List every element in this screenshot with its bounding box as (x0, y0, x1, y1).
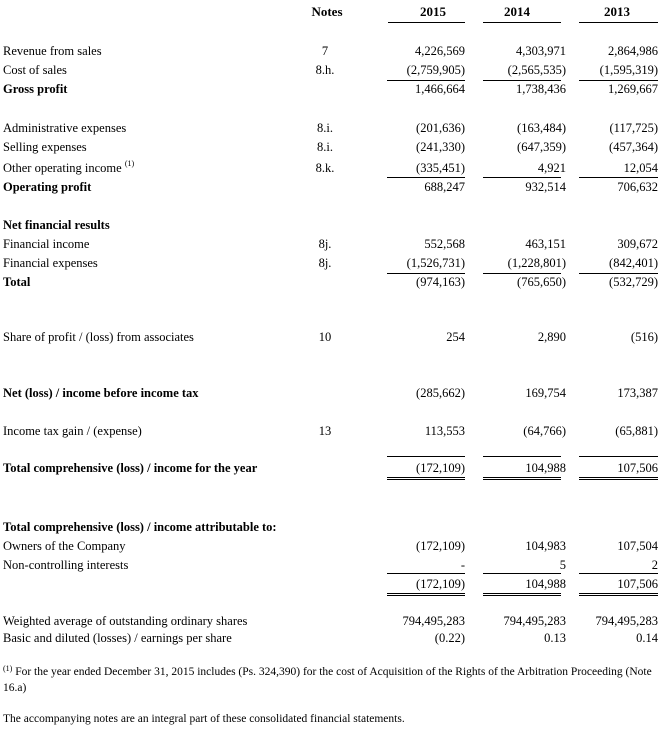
section-heading: Net financial results (3, 218, 110, 232)
value-2015: 794,495,283 (402, 614, 465, 628)
row-selling-expenses (0, 138, 662, 156)
value-2015: (0.22) (434, 631, 465, 645)
row-note: 8.i. (317, 140, 333, 154)
section-net-financial-results (0, 216, 662, 234)
row-weighted-average-shares (0, 612, 662, 630)
double-underline (387, 595, 465, 596)
value-2013: (842,401) (609, 256, 658, 270)
value-2015: 254 (446, 330, 465, 344)
row-note: 8j. (318, 256, 332, 270)
double-underline (387, 477, 465, 478)
row-income-tax (0, 422, 662, 440)
subtotal-line (387, 456, 465, 457)
value-2015: (285,662) (416, 386, 465, 400)
row-note: 8.i. (317, 121, 333, 135)
value-2015: 688,247 (424, 180, 465, 194)
row-operating-profit (0, 178, 662, 196)
value-2013: 12,054 (623, 161, 658, 175)
row-before-income-tax (0, 384, 662, 402)
row-associates (0, 328, 662, 346)
row-cost-of-sales (0, 61, 662, 79)
value-2013: 107,506 (617, 461, 658, 475)
row-label: Gross profit (3, 82, 68, 96)
double-underline (483, 479, 561, 480)
section-attributable (0, 518, 662, 536)
value-2015: (2,759,905) (406, 63, 465, 77)
double-underline (579, 477, 658, 478)
row-label: Basic and diluted (losses) / earnings per share (3, 631, 232, 645)
row-note: 8.h. (315, 63, 335, 77)
row-attributable-total (0, 575, 662, 593)
value-2014: (2,565,535) (507, 63, 566, 77)
row-gross-profit (0, 80, 662, 98)
double-underline (579, 593, 658, 594)
header-notes: Notes (311, 4, 343, 19)
value-2014: (1,228,801) (507, 256, 566, 270)
row-label: Owners of the Company (3, 539, 126, 553)
value-2014: (64,766) (523, 424, 566, 438)
row-label: Administrative expenses (3, 121, 127, 135)
value-2014: 2,890 (537, 330, 566, 344)
section-heading: Total comprehensive (loss) / income attributable to: (3, 520, 277, 534)
value-2013: (65,881) (615, 424, 658, 438)
row-label: Financial expenses (3, 256, 98, 270)
row-earnings-per-share (0, 629, 662, 647)
row-label: Operating profit (3, 180, 92, 194)
row-non-controlling (0, 556, 662, 574)
value-2015: (172,109) (416, 461, 465, 475)
row-admin-expenses (0, 119, 662, 137)
value-2015: 113,553 (424, 424, 465, 438)
value-2014: 0.13 (544, 631, 566, 645)
header-year-2015: 2015 (420, 4, 446, 19)
value-2013: 107,506 (617, 577, 658, 591)
value-2015: (335,451) (416, 161, 465, 175)
value-2014: 169,754 (525, 386, 566, 400)
value-2014: (765,650) (517, 275, 566, 289)
value-2014: (163,484) (517, 121, 566, 135)
value-2014: 794,495,283 (503, 614, 566, 628)
row-note: 8j. (318, 237, 332, 251)
double-underline (579, 595, 658, 596)
value-2015: (172,109) (416, 539, 465, 553)
value-2013: 2,864,986 (608, 44, 658, 58)
row-label: Selling expenses (3, 140, 87, 154)
footnote-mark: (1) (3, 664, 13, 673)
disclaimer: The accompanying notes are an integral part of these consolidated financial statements. (3, 713, 405, 725)
double-underline (579, 479, 658, 480)
value-2013: 107,504 (617, 539, 658, 553)
value-2013: 0.14 (636, 631, 658, 645)
value-2013: 2 (651, 558, 658, 572)
header-year-2013: 2013 (604, 4, 630, 19)
value-2015: (974,163) (416, 275, 465, 289)
value-2013: 1,269,667 (608, 82, 658, 96)
footnote-text: For the year ended December 31, 2015 includes (Ps. 324,390) for the cost of Acquisition of the Rights of the Arbitration Proceeding (Note 16.a) (3, 666, 652, 694)
value-2014: 932,514 (525, 180, 566, 194)
value-2015: 1,466,664 (415, 82, 465, 96)
double-underline (483, 593, 561, 594)
value-2013: 309,672 (617, 237, 658, 251)
row-label: Revenue from sales (3, 44, 102, 58)
double-underline (387, 479, 465, 480)
row-label: Total (3, 275, 31, 289)
row-label: Financial income (3, 237, 90, 251)
row-note: 7 (321, 44, 329, 58)
row-financial-expenses (0, 254, 662, 272)
subtotal-line (579, 456, 658, 457)
row-label: Net (loss) / income before income tax (3, 386, 199, 400)
header-underline (579, 22, 658, 23)
value-2013: 173,387 (617, 386, 658, 400)
subtotal-line (483, 573, 561, 574)
value-2014: 4,303,971 (516, 44, 566, 58)
row-owners (0, 537, 662, 555)
value-2015: (201,636) (416, 121, 465, 135)
value-2014: 104,988 (525, 577, 566, 591)
value-2015: (241,330) (416, 140, 465, 154)
row-label: Weighted average of outstanding ordinary shares (3, 614, 248, 628)
row-total-comprehensive (0, 459, 662, 477)
row-financial-total (0, 273, 662, 291)
row-label: Non-controlling interests (3, 558, 129, 572)
header-year-2014: 2014 (504, 4, 530, 19)
value-2013: (516) (630, 330, 658, 344)
subtotal-line (579, 573, 658, 574)
row-label: Share of profit / (loss) from associates (3, 330, 194, 344)
row-label: Total comprehensive (loss) / income for the year (3, 461, 258, 475)
value-2014: 4,921 (537, 161, 566, 175)
footnote (3, 664, 653, 696)
value-2013: (532,729) (609, 275, 658, 289)
double-underline (387, 593, 465, 594)
value-2013: (1,595,319) (599, 63, 658, 77)
double-underline (483, 477, 561, 478)
header-underline (388, 22, 465, 23)
row-financial-income (0, 235, 662, 253)
value-2014: 1,738,436 (516, 82, 566, 96)
subtotal-line (387, 573, 465, 574)
row-label: Income tax gain / (expense) (3, 424, 142, 438)
value-2015: 552,568 (424, 237, 465, 251)
value-2013: 706,632 (617, 180, 658, 194)
row-label: Other operating income $^{(1)}$ (3, 159, 135, 175)
row-note: 8.k. (315, 161, 335, 175)
value-2015: (172,109) (416, 577, 465, 591)
value-2014: 104,983 (525, 539, 566, 553)
value-2015: 4,226,569 (415, 44, 465, 58)
value-2013: (117,725) (609, 121, 658, 135)
value-2015: - (460, 558, 465, 572)
value-2014: 5 (559, 558, 566, 572)
value-2014: (647,359) (517, 140, 566, 154)
value-2014: 463,151 (525, 237, 566, 251)
footnote-mark: (1) (124, 159, 135, 168)
value-2015: (1,526,731) (406, 256, 465, 270)
row-other-operating-income (0, 159, 662, 177)
row-note: 13 (318, 424, 332, 438)
double-underline (483, 595, 561, 596)
value-2013: 794,495,283 (595, 614, 658, 628)
subtotal-line (483, 456, 561, 457)
row-note: 10 (318, 330, 332, 344)
row-revenue (0, 42, 662, 60)
row-label: Cost of sales (3, 63, 67, 77)
value-2014: 104,988 (525, 461, 566, 475)
header-underline (483, 22, 561, 23)
value-2013: (457,364) (609, 140, 658, 154)
